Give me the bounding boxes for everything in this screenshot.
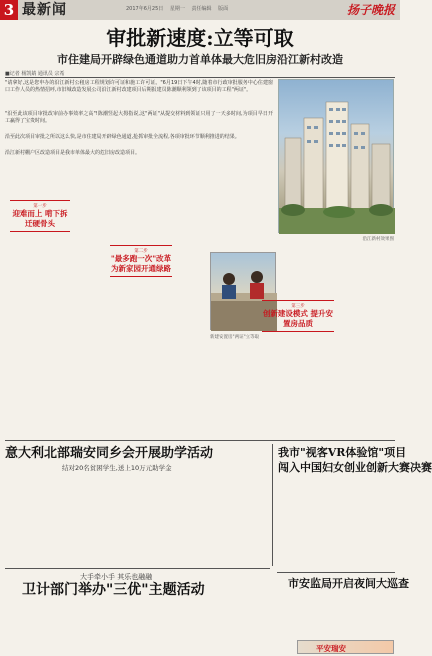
story5-title: 市安监局开启夜间大巡查 — [288, 577, 409, 590]
sidebar-step-1 — [10, 200, 70, 232]
story2-subtitle: 结对20名贫困学生,送上10万元助学金 — [62, 464, 172, 472]
lead-photo — [278, 79, 394, 233]
lead-subtitle: 市住建局开辟绿色通道助力首单体最大危旧房沿江新村改造 — [57, 53, 343, 66]
page-number: 3 — [0, 0, 18, 20]
sidebar-step-2-title: "最多跑一次"改革 为新家园开通绿路 — [110, 254, 172, 273]
sidebar-step-2-tag: 第二步 — [134, 249, 148, 254]
section-title: 最新闻 — [22, 2, 67, 18]
story3-title: 我市"视客VR体验馆"项目 — [278, 446, 407, 459]
sidebar-step-3-title: 创新建设模式 提升安置房品质 — [262, 309, 334, 328]
divider — [5, 77, 395, 78]
sidebar-step-1-title: 迎难而上 啃下拆迁硬骨头 — [12, 209, 68, 228]
bottom-banner — [297, 640, 394, 654]
header-layout: 版面 — [218, 6, 229, 12]
small-photo-caption: 新建安置房"两证"立等取 — [210, 335, 260, 340]
lead-photo-caption: 沿江新村效果图 — [362, 237, 394, 242]
lead-title: 审批新速度:立等可取 — [106, 26, 294, 50]
story3-title-line2: 闯入中国妇女创业创新大赛决赛 — [278, 461, 432, 474]
masthead-logo: 扬子晚报 — [346, 3, 395, 17]
sidebar-step-3 — [262, 300, 334, 332]
divider — [5, 568, 270, 569]
divider — [272, 444, 273, 566]
header-date: 2017年6月25日 — [126, 6, 164, 12]
story2-title: 意大利北部瑞安同乡会开展助学活动 — [5, 446, 214, 461]
sidebar-step-3-tag: 第三步 — [291, 304, 305, 309]
header-editor: 责任编辑 — [191, 6, 212, 12]
divider — [277, 572, 395, 573]
building-illustration-icon — [279, 80, 395, 234]
lead-para-3: 沿至此次项目审批之所以这么快,是市住建局开辟绿色通道,抢抓审批全流程,各项审批环节顺利推进的结果。 — [5, 134, 240, 140]
lead-para-4: 沿江新村棚户区改造项目是我市单体最大的危旧房改造项目。 — [5, 150, 141, 156]
lead-para-2: "沿至此该项目审批改审前办事效率之高"!陈潮竖起大拇指说,这"两证"从提交材料到领证只用了一天多时间,为项目早日开工赢得了宝贵时间。 — [5, 111, 273, 125]
story4-title: 卫计部门举办"三优"主题活动 — [22, 582, 205, 598]
sidebar-step-1-tag: 第一步 — [33, 204, 47, 209]
header-weekday: 星期一 — [169, 6, 185, 12]
story4-kicker: 大手牵小手 其乐也融融 — [80, 573, 153, 581]
lead-byline: ■记者 杨凯婧 通讯员 宗希 — [5, 71, 65, 77]
header-meta — [126, 5, 233, 12]
bottom-banner-text: 平安瑞安 — [316, 644, 346, 653]
lead-para-1: "请拿好,这是您申办的沿江新村公租房工程规划许可证和施工许可证。"6月19日下午4时,随着市行政审批服务中心住建窗口工作人员的热情招呼,市旧城改造发展公司沿江新村改建项目后期报建员陈潮顺利领到了该项目的工程"两证"。 — [5, 80, 273, 94]
sidebar-step-2 — [110, 245, 172, 277]
divider — [5, 440, 395, 441]
